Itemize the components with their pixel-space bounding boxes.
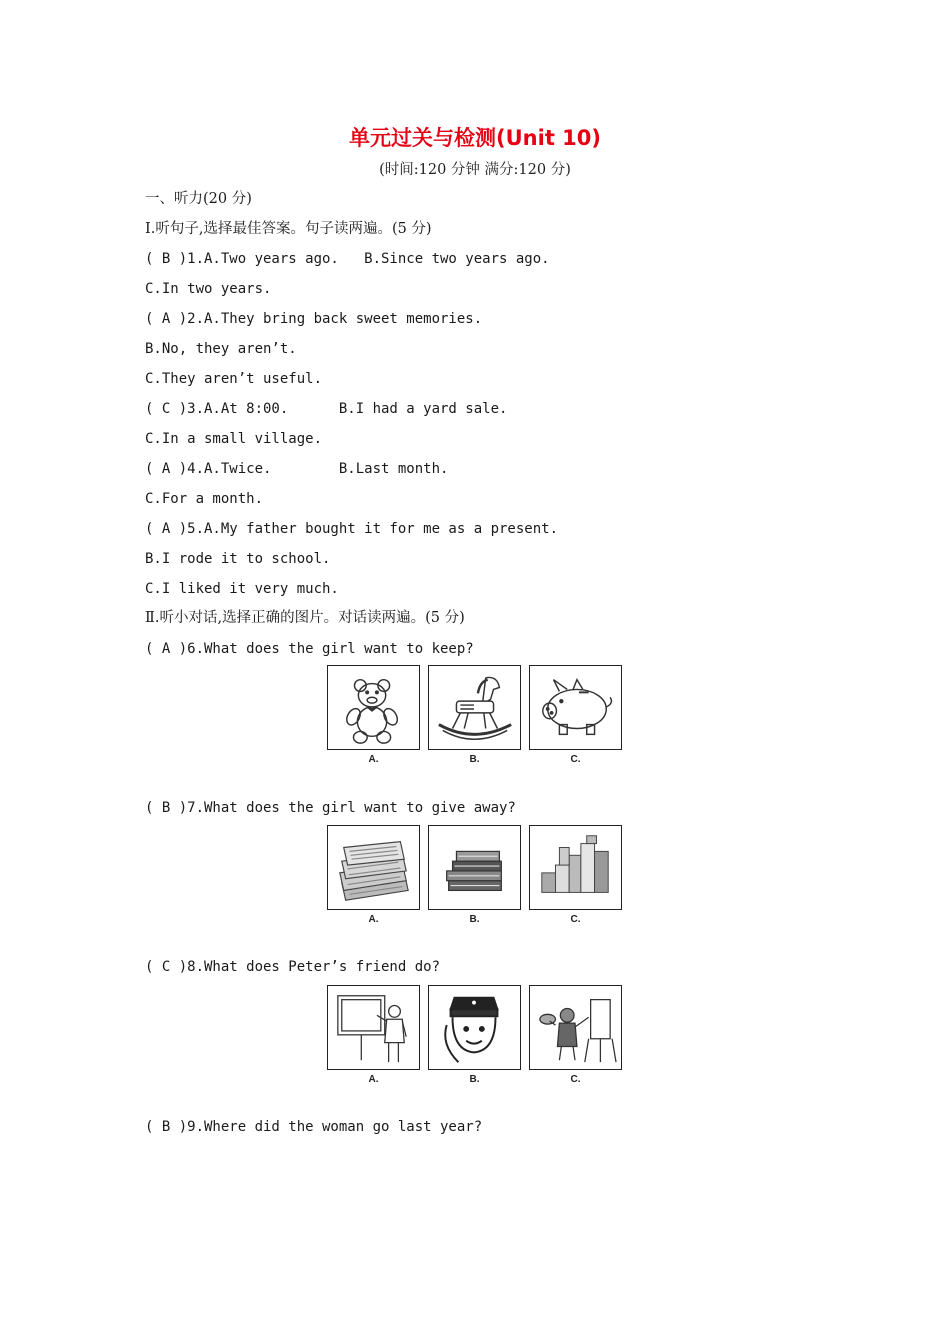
question-line: C.They aren’t useful.: [145, 371, 323, 387]
option-label-c: C.: [570, 1074, 581, 1085]
question-line: C.I liked it very much.: [145, 581, 339, 597]
option-label-c: C.: [570, 914, 581, 925]
page-title: 单元过关与检测(Unit 10): [349, 126, 601, 150]
option-label-a: A.: [368, 1074, 379, 1085]
question-line: C.For a month.: [145, 491, 264, 507]
part-ii-heading: Ⅱ.听小对话,选择正确的图片。对话读两遍。(5 分): [145, 610, 465, 626]
question-line: ( C )8.What does Peter’s friend do?: [145, 959, 441, 975]
picture-options: [327, 985, 627, 1095]
option-label-a: A.: [368, 914, 379, 925]
teddy-bear-icon: [327, 665, 420, 750]
option-label-b: B.: [469, 754, 480, 765]
newspapers-icon: [327, 825, 420, 910]
rocking-horse-icon: [428, 665, 521, 750]
question-line: C.In a small village.: [145, 431, 323, 447]
question-line: C.In two years.: [145, 281, 272, 297]
question-line: ( A )4.A.Twice. B.Last month.: [145, 461, 449, 477]
question-line: B.I rode it to school.: [145, 551, 331, 567]
option-label-c: C.: [570, 754, 581, 765]
question-line: ( C )3.A.At 8:00. B.I had a yard sale.: [145, 401, 508, 417]
question-line: ( A )6.What does the girl want to keep?: [145, 641, 474, 657]
policeman-icon: [428, 985, 521, 1070]
page-subtitle: (时间:120 分钟 满分:120 分): [379, 162, 571, 178]
picture-options: [327, 665, 627, 775]
question-line: ( B )7.What does the girl want to give away?: [145, 800, 516, 816]
painter-icon: [529, 985, 622, 1070]
teacher-icon: [327, 985, 420, 1070]
part-i-heading: Ⅰ.听句子,选择最佳答案。句子读两遍。(5 分): [145, 221, 432, 237]
option-label-b: B.: [469, 1074, 480, 1085]
question-line: ( B )9.Where did the woman go last year?: [145, 1119, 483, 1135]
question-line: ( A )5.A.My father bought it for me as a present.: [145, 521, 559, 537]
option-label-a: A.: [368, 754, 379, 765]
question-line: B.No, they aren’t.: [145, 341, 297, 357]
toy-blocks-icon: [529, 825, 622, 910]
question-line: ( B )1.A.Two years ago. B.Since two years ago.: [145, 251, 550, 267]
picture-options: [327, 825, 627, 935]
question-line: ( A )2.A.They bring back sweet memories.: [145, 311, 483, 327]
piggy-bank-icon: [529, 665, 622, 750]
option-label-b: B.: [469, 914, 480, 925]
books-icon: [428, 825, 521, 910]
section-heading: 一、听力(20 分): [145, 191, 252, 207]
